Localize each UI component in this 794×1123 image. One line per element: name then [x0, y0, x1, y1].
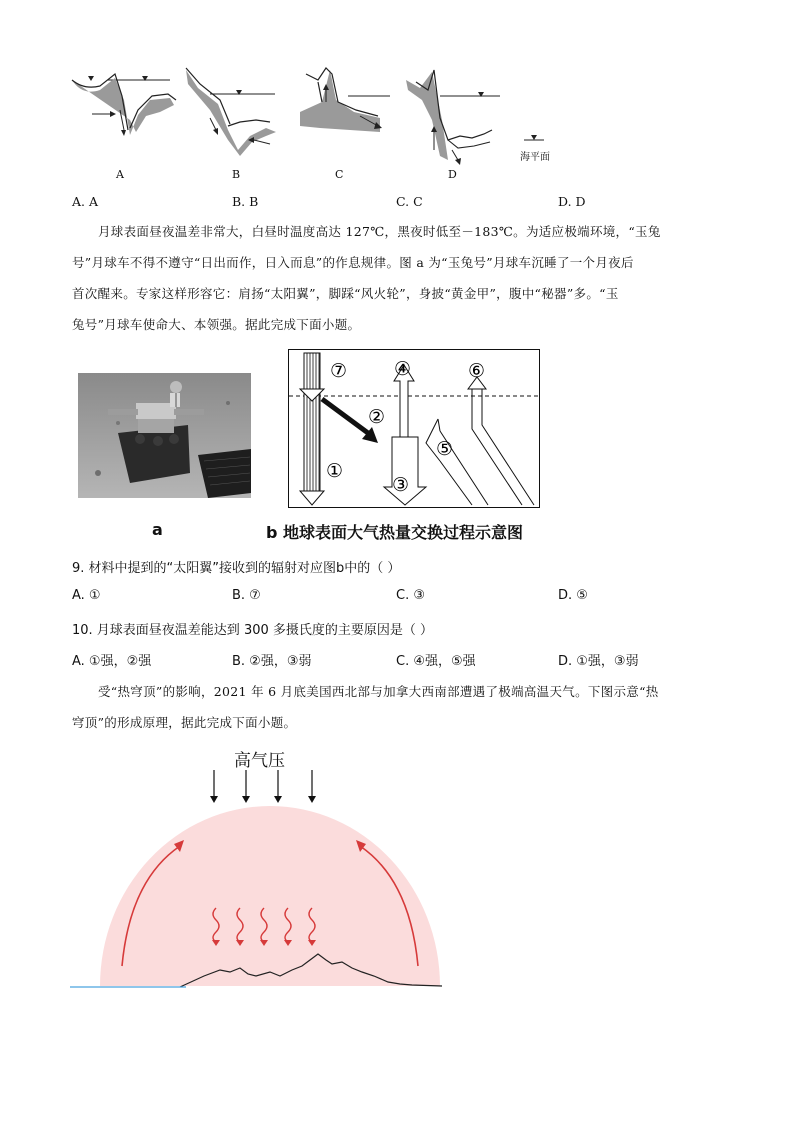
label-7: ⑦ [330, 360, 348, 382]
heat-dome-area [100, 806, 440, 986]
heat-exchange-svg [288, 349, 540, 508]
passage1-line2: 号”月球车不得不遵守“日出而作，日入而息”的作息规律。图 a 为“玉兔号”月球车沉睡了一个月夜后 [72, 255, 634, 270]
high-pressure-arrows [214, 770, 312, 798]
q9-option-d[interactable]: D. ⑤ [558, 588, 588, 603]
q10-options [72, 650, 732, 668]
heat-dome-figure [70, 740, 450, 1000]
coast-label-c: C [335, 168, 344, 181]
q9-option-b[interactable]: B. ⑦ [232, 588, 261, 603]
label-1: ① [326, 460, 344, 482]
caption-figure-b: b 地球表面大气热量交换过程示意图 [266, 523, 524, 542]
arrow-solar-radiation [300, 353, 324, 505]
q10-option-a[interactable]: A. ①强，②强 [72, 654, 152, 669]
sea-level-legend-symbol [524, 135, 544, 140]
passage-moon-rover [72, 216, 732, 340]
q9-stem: 9. 材料中提到的“太阳翼”接收到的辐射对应图b中的（ ） [72, 561, 401, 576]
passage2-line1: 受“热穹顶”的影响，2021 年 6 月底美国西北部与加拿大西南部遭遇了极端高温天气。下图示意“热 [98, 684, 659, 699]
q8-option-d[interactable]: D. D [558, 194, 586, 209]
q9-options [72, 588, 732, 606]
q10-stem: 10. 月球表面昼夜温差能达到 300 多摄氏度的主要原因是（ ） [72, 623, 434, 638]
passage2-line2: 穹顶”的形成原理，据此完成下面小题。 [72, 715, 297, 730]
label-2: ② [368, 406, 386, 428]
label-3: ③ [392, 474, 410, 496]
coast-label-d: D [448, 168, 457, 181]
q9-option-c[interactable]: C. ③ [396, 588, 425, 603]
coast-profile-b [186, 68, 276, 156]
passage-heat-dome [72, 676, 732, 738]
figure-b-heat-diagram [288, 349, 540, 508]
heat-dome-svg [70, 740, 450, 1000]
heat-dome-title: 高气压 [234, 751, 285, 771]
passage1-line4: 兔号”月球车使命大、本领强。据此完成下面小题。 [72, 317, 361, 332]
q8-option-a[interactable]: A. A [72, 194, 99, 209]
q8-option-c[interactable]: C. C [396, 194, 423, 209]
q8-options [72, 194, 732, 212]
coast-profile-c [300, 68, 390, 132]
label-4: ④ [394, 358, 412, 380]
coast-profile-d [406, 70, 500, 165]
figure-a-rover-photo [78, 373, 251, 498]
coast-figure [60, 60, 580, 185]
passage1-line1: 月球表面昼夜温差非常大，白昼时温度高达 127℃，黑夜时低至－183℃。为适应极端环境，“玉兔 [98, 224, 661, 239]
caption-figure-a: a [152, 520, 163, 539]
q9-option-a[interactable]: A. ① [72, 588, 101, 603]
q10-option-d[interactable]: D. ①强，③弱 [558, 654, 639, 669]
q10-option-b[interactable]: B. ②强，③弱 [232, 654, 312, 669]
coast-profile-a [72, 74, 176, 136]
label-6: ⑥ [468, 360, 486, 382]
rover-photo-svg [78, 373, 251, 498]
question-10 [72, 619, 732, 638]
q10-option-c[interactable]: C. ④强，⑤强 [396, 654, 476, 669]
passage1-line3: 首次醒来。专家这样形容它：肩扬“太阳翼”，脚踩“风火轮”，身披“黄金甲”，腹中“秘器”多。“玉 [72, 286, 619, 301]
coast-profiles-svg [60, 60, 580, 185]
coast-label-b: B [232, 168, 241, 181]
coast-label-a: A [116, 168, 124, 181]
label-5: ⑤ [436, 438, 454, 460]
q8-option-b[interactable]: B. B [232, 194, 259, 209]
sea-level-legend-label: 海平面 [520, 152, 550, 163]
question-9 [72, 557, 732, 576]
